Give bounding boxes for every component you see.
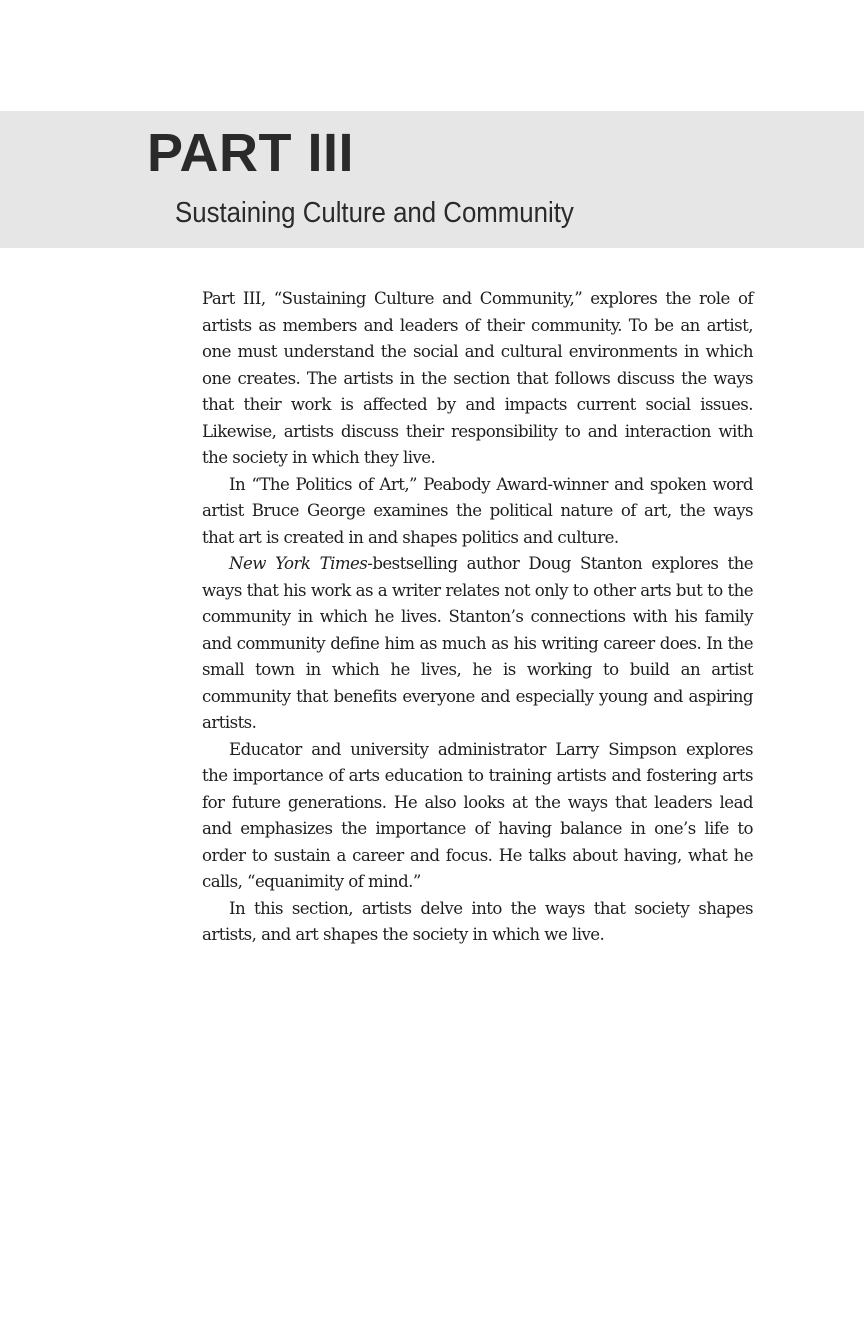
paragraph-doug-stanton xyxy=(202,551,753,737)
paragraph-intro: Part III, “Sustaining Culture and Community,” explores the role of artists as members and leaders of their community. To be an artist, one must understand the social and cultural environments in which one creates. The artists in the section that follows discuss the ways that their work is affected by and impacts current social issues. Likewise, artists discuss their responsibility to and interaction with the society in which they live. xyxy=(202,289,753,467)
publication-name: New York Times xyxy=(229,554,368,573)
paragraph-closing: In this section, artists delve into the ways that society shapes artists, and art shapes the society in which we live. xyxy=(202,898,753,944)
part-header-banner xyxy=(0,111,864,248)
part-subtitle: Sustaining Culture and Community xyxy=(175,197,574,229)
paragraph-text: -bestselling author Doug Stanton explores the ways that his work as a writer relates not only to other arts but to the community in which he lives. Stanton’s connections with his family and community define him as much as his writing career does. In the small town in which he lives, he is working to build an artist community that benefits everyone and especially young and aspiring artists. xyxy=(202,554,753,732)
body-text xyxy=(202,286,753,949)
paragraph-bruce-george: In “The Politics of Art,” Peabody Award-winner and spoken word artist Bruce George examines the political nature of art, the ways that art is created in and shapes politics and culture. xyxy=(202,474,753,547)
paragraph-larry-simpson: Educator and university administrator Larry Simpson explores the importance of arts education to training artists and fostering arts for future generations. He also looks at the ways that leaders lead and emphasizes the importance of having balance in one’s life to order to sustain a career and focus. He talks about having, what he calls, “equanimity of mind.” xyxy=(202,739,753,891)
part-title: PART III xyxy=(147,123,355,183)
